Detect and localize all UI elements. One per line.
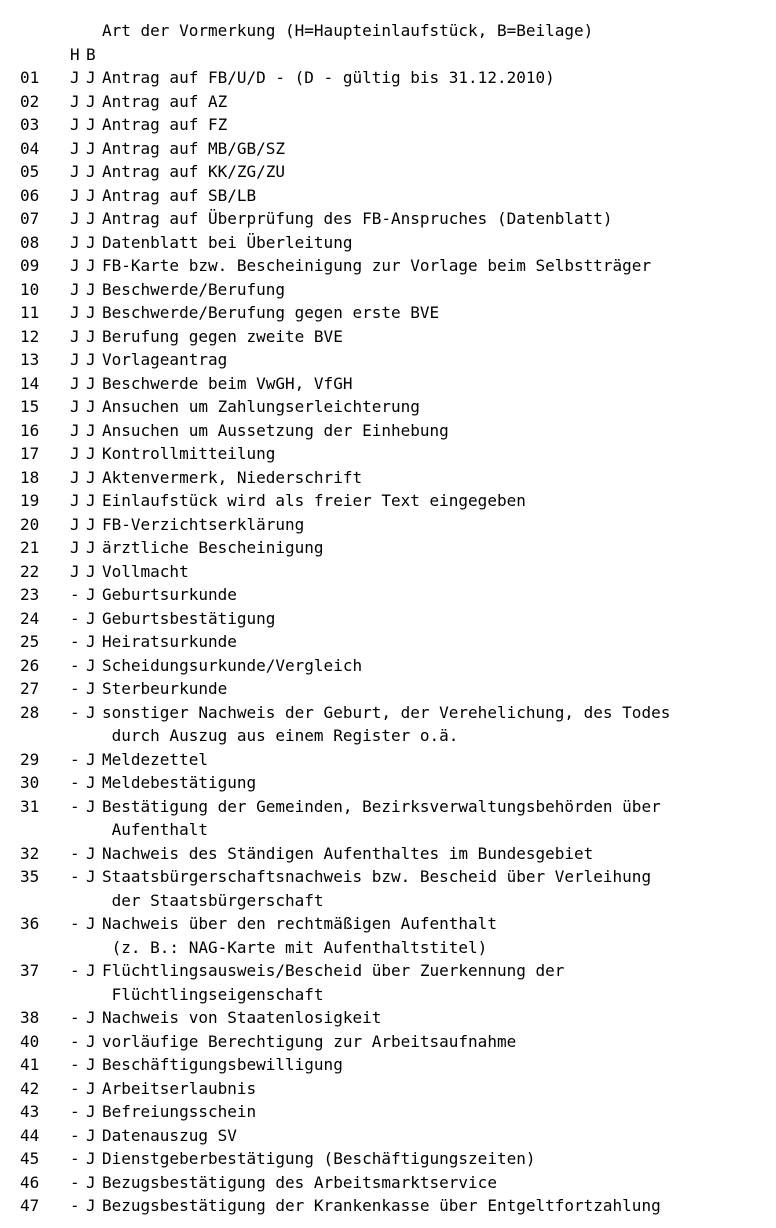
entry-row: [20, 795, 776, 819]
entry-code: 26: [20, 655, 40, 675]
entry-code: 12: [20, 326, 40, 346]
entry-row: [20, 771, 776, 795]
entry-row: [20, 1006, 776, 1030]
entry-row: [20, 207, 776, 231]
entry-code: 41: [20, 1055, 40, 1074]
entry-description: Nachweis von Staatenlosigkeit: [102, 1008, 382, 1027]
entry-description: Heiratsurkunde: [102, 632, 237, 651]
entry-flag-b: J: [86, 256, 96, 275]
entry-flag-h: J: [70, 397, 80, 416]
entry-flag-h: -: [70, 843, 80, 863]
entry-flag-h: -: [70, 1078, 80, 1098]
entry-description: Geburtsbestätigung: [102, 608, 276, 628]
entry-flag-b: J: [86, 773, 96, 792]
entry-code: 04: [20, 138, 40, 158]
entry-flag-b: J: [86, 1031, 96, 1051]
entry-description: Einlaufstück wird als freier Text eingegeben: [102, 491, 526, 510]
entry-row: [20, 395, 776, 419]
entry-flag-b: J: [86, 397, 96, 416]
entry-flag-h: J: [70, 232, 80, 252]
entry-description: der Staatsbürgerschaft: [102, 890, 324, 910]
entry-description: Kontrollmitteilung: [102, 444, 276, 463]
entry-flag-h: J: [70, 538, 80, 557]
entry-row: [20, 1124, 776, 1148]
entry-flag-b: J: [86, 491, 96, 510]
entry-flag-b: J: [86, 585, 96, 604]
entry-code: 25: [20, 632, 40, 651]
entry-flag-b: J: [86, 867, 96, 886]
entry-code: 11: [20, 303, 40, 322]
entry-description: Staatsbürgerschaftsnachweis bzw. Bescheid über Verleihung: [102, 867, 652, 886]
entry-flag-b: J: [86, 232, 96, 252]
entry-description: Befreiungsschein: [102, 1102, 257, 1121]
entry-flag-h: J: [70, 185, 80, 205]
entry-flag-b: J: [86, 514, 96, 534]
entry-description: sonstiger Nachweis der Geburt, der Verehelichung, des Todes: [102, 702, 671, 722]
entry-flag-h: J: [70, 91, 80, 111]
entry-description: Nachweis des Ständigen Aufenthaltes im Bundesgebiet: [102, 843, 594, 863]
entry-flag-b: J: [86, 467, 96, 487]
entry-code: 03: [20, 115, 40, 134]
entry-description: Antrag auf KK/ZG/ZU: [102, 162, 286, 181]
entry-code: 32: [20, 843, 40, 863]
entry-flag-h: J: [70, 162, 80, 181]
entry-flag-b: J: [86, 350, 96, 369]
entry-row: [20, 1053, 776, 1077]
entry-description: Sterbeurkunde: [102, 679, 228, 698]
entry-row: [20, 513, 776, 537]
entry-code: 35: [20, 867, 40, 886]
entry-flag-b: J: [86, 749, 96, 769]
entry-code: 31: [20, 796, 40, 816]
entry-code: 28: [20, 702, 40, 722]
entry-flag-h: -: [70, 773, 80, 792]
entry-description: Antrag auf Überprüfung des FB-Anspruches (Datenblatt): [102, 209, 613, 228]
entry-description: Antrag auf MB/GB/SZ: [102, 138, 286, 158]
entry-flag-b: J: [86, 1125, 96, 1145]
entry-flag-h: -: [70, 1031, 80, 1051]
entry-flag-b: J: [86, 420, 96, 440]
entry-flag-b: J: [86, 209, 96, 228]
entry-code: 38: [20, 1008, 40, 1027]
entry-description: (z. B.: NAG-Karte mit Aufenthaltstitel): [102, 937, 488, 957]
entry-continuation-row: [20, 818, 776, 842]
entry-flag-h: -: [70, 655, 80, 675]
entry-continuation-row: [20, 936, 776, 960]
entry-code: 30: [20, 773, 40, 792]
entry-code: 47: [20, 1196, 40, 1215]
entry-description: Antrag auf AZ: [102, 91, 228, 111]
entry-row: [20, 607, 776, 631]
entry-flag-b: J: [86, 373, 96, 393]
entry-code: 19: [20, 491, 40, 510]
entry-description: Vollmacht: [102, 561, 189, 581]
entry-continuation-row: [20, 983, 776, 1007]
entry-flag-b: J: [86, 279, 96, 299]
entry-flag-h: -: [70, 914, 80, 933]
entry-flag-h: J: [70, 467, 80, 487]
entry-description: Dienstgeberbestätigung (Beschäftigungszeiten): [102, 1149, 536, 1168]
entry-description: Beschwerde/Berufung: [102, 279, 286, 299]
entry-flag-b: J: [86, 326, 96, 346]
entry-description: Bestätigung der Gemeinden, Bezirksverwaltungsbehörden über: [102, 796, 661, 816]
entry-code: 07: [20, 209, 40, 228]
entry-flag-b: J: [86, 1078, 96, 1098]
entry-row: [20, 748, 776, 772]
entry-description: ärztliche Bescheinigung: [102, 538, 324, 557]
entry-description: Berufung gegen zweite BVE: [102, 326, 343, 346]
entry-code: 40: [20, 1031, 40, 1051]
entry-row: [20, 1194, 776, 1218]
entry-description: Arbeitserlaubnis: [102, 1078, 257, 1098]
entry-flag-h: J: [70, 138, 80, 158]
entry-description: Ansuchen um Zahlungserleichterung: [102, 397, 420, 416]
entry-continuation-row: [20, 889, 776, 913]
entry-flag-b: J: [86, 162, 96, 181]
entry-code: 43: [20, 1102, 40, 1121]
entry-code: 23: [20, 585, 40, 604]
entry-flag-h: -: [70, 749, 80, 769]
entry-flag-b: J: [86, 914, 96, 933]
entry-flag-b: J: [86, 608, 96, 628]
entry-flag-b: J: [86, 538, 96, 557]
entry-row: [20, 912, 776, 936]
entry-description: Meldebestätigung: [102, 773, 257, 792]
entry-code: 01: [20, 68, 40, 87]
entry-code: 24: [20, 608, 40, 628]
entry-flag-b: J: [86, 1102, 96, 1121]
entry-flag-h: -: [70, 1172, 80, 1192]
entry-description: Geburtsurkunde: [102, 585, 237, 604]
entry-description: Antrag auf FZ: [102, 115, 228, 134]
entry-description: Flüchtlingseigenschaft: [102, 984, 324, 1004]
entry-flag-h: J: [70, 209, 80, 228]
entry-row: [20, 231, 776, 255]
entry-flag-b: J: [86, 303, 96, 322]
entry-row: [20, 184, 776, 208]
entry-code: 45: [20, 1149, 40, 1168]
column-header-b: B: [86, 44, 96, 64]
entry-flag-b: J: [86, 91, 96, 111]
entry-list: [20, 66, 776, 1218]
entry-flag-b: J: [86, 1172, 96, 1192]
entry-row: [20, 372, 776, 396]
entry-description: Aufenthalt: [102, 820, 208, 839]
entry-row: [20, 90, 776, 114]
entry-code: 44: [20, 1125, 40, 1145]
entry-flag-b: J: [86, 796, 96, 816]
entry-description: Bezugsbestätigung des Arbeitsmarktservice: [102, 1172, 497, 1192]
entry-flag-h: J: [70, 444, 80, 463]
entry-flag-h: -: [70, 1102, 80, 1121]
entry-flag-b: J: [86, 561, 96, 581]
entry-description: Antrag auf SB/LB: [102, 185, 257, 205]
entry-row: [20, 959, 776, 983]
entry-flag-h: -: [70, 867, 80, 886]
entry-description: Beschäftigungsbewilligung: [102, 1055, 343, 1074]
entry-row: [20, 325, 776, 349]
entry-flag-h: -: [70, 1196, 80, 1215]
entry-row: [20, 560, 776, 584]
entry-flag-b: J: [86, 185, 96, 205]
entry-description: Datenauszug SV: [102, 1125, 237, 1145]
entry-flag-h: J: [70, 115, 80, 134]
entry-row: [20, 842, 776, 866]
entry-code: 20: [20, 514, 40, 534]
entry-code: 46: [20, 1172, 40, 1192]
entry-description: Antrag auf FB/U/D - (D - gültig bis 31.12.2010): [102, 68, 555, 87]
entry-flag-h: -: [70, 679, 80, 698]
entry-flag-h: -: [70, 608, 80, 628]
entry-flag-b: J: [86, 961, 96, 980]
entry-flag-b: J: [86, 679, 96, 698]
entry-flag-b: J: [86, 1149, 96, 1168]
document-listing: [20, 19, 776, 1218]
entry-row: [20, 536, 776, 560]
entry-flag-h: -: [70, 1149, 80, 1168]
entry-description: Datenblatt bei Überleitung: [102, 232, 353, 252]
entry-row: [20, 701, 776, 725]
entry-continuation-row: [20, 724, 776, 748]
entry-flag-h: J: [70, 514, 80, 534]
entry-flag-h: J: [70, 420, 80, 440]
entry-flag-b: J: [86, 632, 96, 651]
entry-flag-h: -: [70, 961, 80, 980]
entry-code: 09: [20, 256, 40, 275]
entry-flag-b: J: [86, 68, 96, 87]
entry-description: Ansuchen um Aussetzung der Einhebung: [102, 420, 449, 440]
entry-row: [20, 419, 776, 443]
entry-flag-h: -: [70, 632, 80, 651]
entry-row: [20, 1100, 776, 1124]
entry-code: 16: [20, 420, 40, 440]
entry-flag-b: J: [86, 702, 96, 722]
entry-description: Flüchtlingsausweis/Bescheid über Zuerkennung der: [102, 961, 565, 980]
entry-description: Nachweis über den rechtmäßigen Aufenthalt: [102, 914, 497, 933]
entry-row: [20, 66, 776, 90]
entry-row: [20, 348, 776, 372]
entry-description: durch Auszug aus einem Register o.ä.: [102, 726, 459, 745]
entry-flag-h: J: [70, 279, 80, 299]
entry-code: 27: [20, 679, 40, 698]
entry-flag-h: J: [70, 350, 80, 369]
entry-description: FB-Karte bzw. Bescheinigung zur Vorlage beim Selbstträger: [102, 256, 652, 275]
entry-row: [20, 113, 776, 137]
entry-row: [20, 677, 776, 701]
entry-description: FB-Verzichtserklärung: [102, 514, 305, 534]
entry-code: 13: [20, 350, 40, 369]
entry-row: [20, 865, 776, 889]
entry-code: 15: [20, 397, 40, 416]
entry-row: [20, 1077, 776, 1101]
entry-description: Vorlageantrag: [102, 350, 228, 369]
entry-description: Bezugsbestätigung der Krankenkasse über Entgeltfortzahlung: [102, 1196, 661, 1215]
title-row: [20, 19, 776, 43]
entry-flag-b: J: [86, 655, 96, 675]
entry-code: 14: [20, 373, 40, 393]
entry-row: [20, 160, 776, 184]
entry-flag-h: -: [70, 585, 80, 604]
entry-flag-b: J: [86, 115, 96, 134]
entry-row: [20, 489, 776, 513]
entry-code: 18: [20, 467, 40, 487]
entry-flag-h: -: [70, 1055, 80, 1074]
entry-flag-b: J: [86, 1008, 96, 1027]
entry-flag-b: J: [86, 444, 96, 463]
entry-code: 37: [20, 961, 40, 980]
entry-code: 08: [20, 232, 40, 252]
entry-code: 05: [20, 162, 40, 181]
entry-row: [20, 583, 776, 607]
entry-description: Meldezettel: [102, 749, 208, 769]
entry-flag-h: -: [70, 796, 80, 816]
entry-code: 21: [20, 538, 40, 557]
entry-row: [20, 301, 776, 325]
entry-flag-h: -: [70, 702, 80, 722]
entry-flag-h: J: [70, 256, 80, 275]
entry-row: [20, 654, 776, 678]
entry-flag-h: -: [70, 1008, 80, 1027]
entry-description: Beschwerde beim VwGH, VfGH: [102, 373, 353, 393]
entry-flag-b: J: [86, 1055, 96, 1074]
entry-description: Scheidungsurkunde/Vergleich: [102, 655, 363, 675]
entry-row: [20, 630, 776, 654]
entry-code: 17: [20, 444, 40, 463]
entry-row: [20, 278, 776, 302]
document-title: Art der Vormerkung (H=Haupteinlaufstück, B=Beilage): [102, 21, 594, 40]
entry-description: vorläufige Berechtigung zur Arbeitsaufnahme: [102, 1031, 517, 1051]
entry-code: 06: [20, 185, 40, 205]
entry-description: Beschwerde/Berufung gegen erste BVE: [102, 303, 440, 322]
entry-code: 10: [20, 279, 40, 299]
entry-flag-b: J: [86, 138, 96, 158]
entry-row: [20, 1147, 776, 1171]
entry-flag-h: J: [70, 373, 80, 393]
column-header-h: H: [70, 44, 80, 64]
entry-flag-b: J: [86, 1196, 96, 1215]
entry-flag-h: J: [70, 491, 80, 510]
entry-code: 36: [20, 914, 40, 933]
entry-row: [20, 466, 776, 490]
entry-flag-h: -: [70, 1125, 80, 1145]
entry-row: [20, 137, 776, 161]
entry-description: Aktenvermerk, Niederschrift: [102, 467, 363, 487]
column-header-row: [20, 43, 776, 67]
entry-code: 42: [20, 1078, 40, 1098]
entry-flag-b: J: [86, 843, 96, 863]
entry-row: [20, 254, 776, 278]
entry-row: [20, 1171, 776, 1195]
entry-row: [20, 1030, 776, 1054]
entry-code: 29: [20, 749, 40, 769]
entry-flag-h: J: [70, 326, 80, 346]
entry-flag-h: J: [70, 303, 80, 322]
entry-code: 22: [20, 561, 40, 581]
entry-flag-h: J: [70, 68, 80, 87]
entry-row: [20, 442, 776, 466]
entry-code: 02: [20, 91, 40, 111]
entry-flag-h: J: [70, 561, 80, 581]
